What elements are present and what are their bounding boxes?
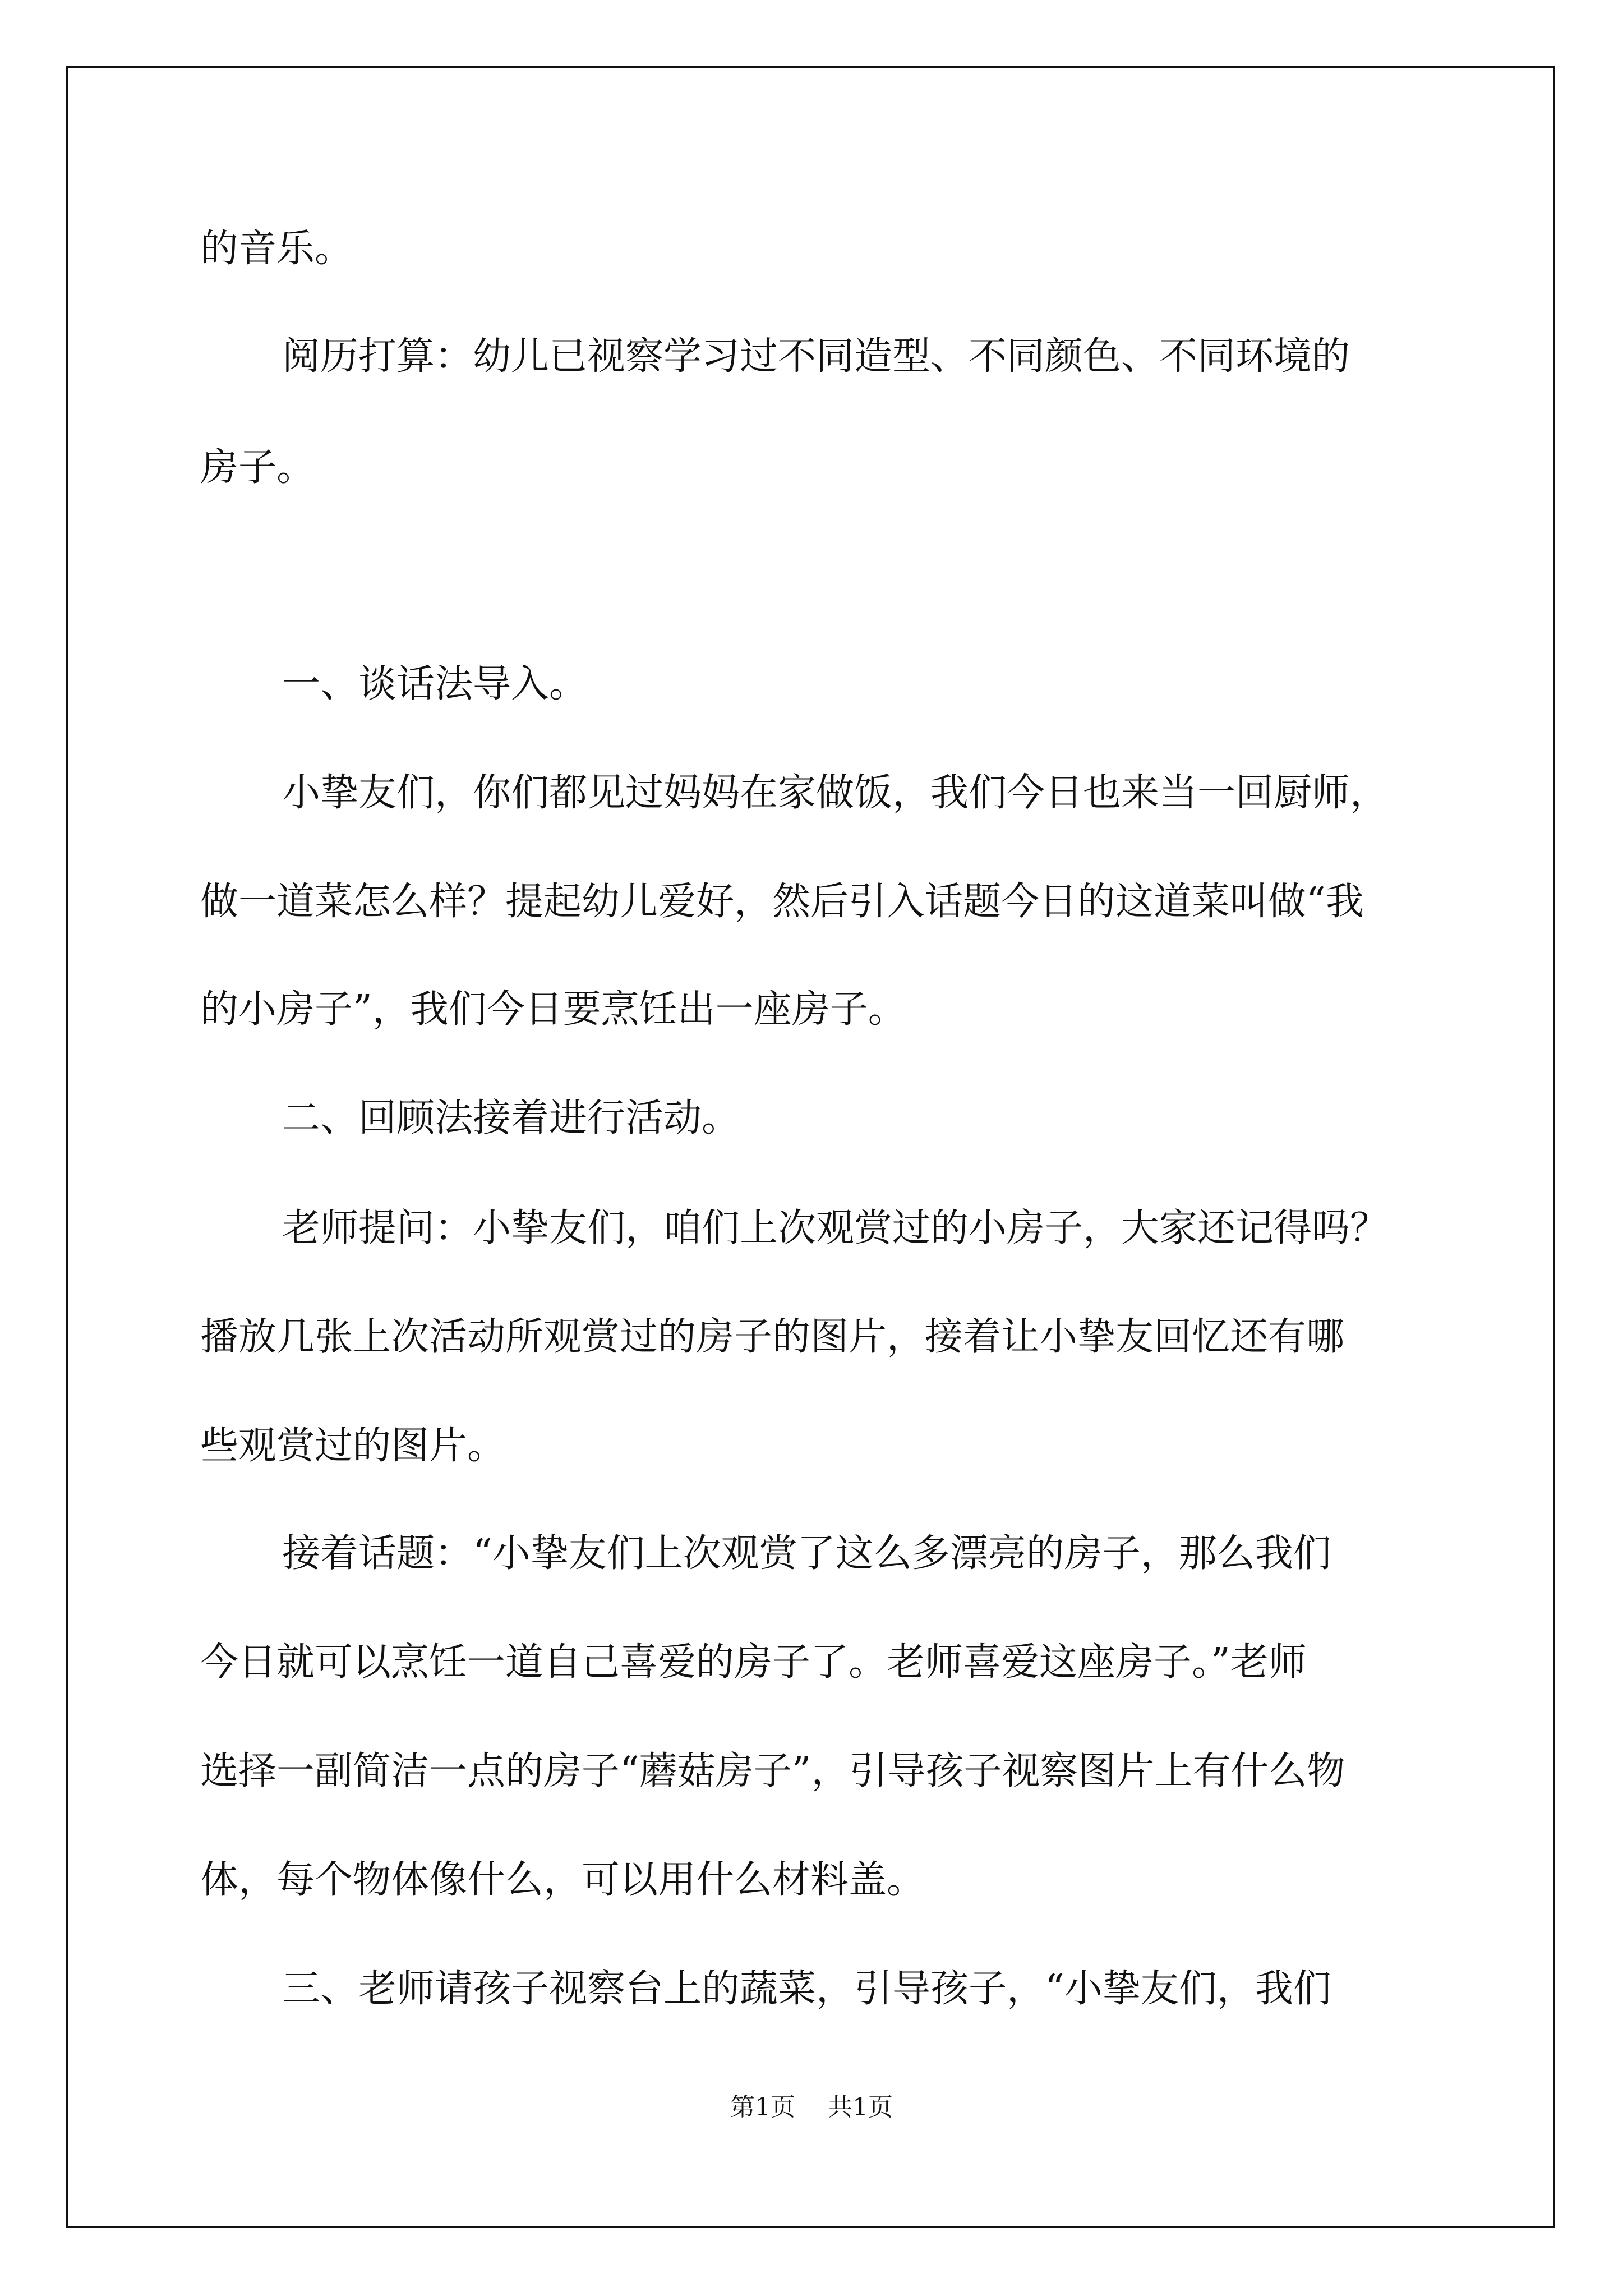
text-line-9: 老师提问：小挚友们，咱们上次观赏过的小房子，大家还记得吗？ <box>282 1206 1389 1250</box>
text-line-14: 选择一副简洁一点的房子“蘑菇房子”，引导孩子视察图片上有什么物 <box>200 1749 1345 1793</box>
text-line-12: 接着话题：“小挚友们上次观赏了这么多漂亮的房子，那么我们 <box>282 1531 1331 1576</box>
text-line-3: 房子。 <box>200 445 315 490</box>
page-footer <box>0 2095 1623 2120</box>
page-total: 共1页 <box>828 2093 893 2122</box>
text-line-10: 播放几张上次活动所观赏过的房子的图片，接着让小挚友回忆还有哪 <box>200 1315 1345 1359</box>
text-line-13: 今日就可以烹饪一道自己喜爱的房子了。老师喜爱这座房子。”老师 <box>200 1640 1307 1685</box>
text-line-2: 阅历打算：幼儿已视察学习过不同造型、不同颜色、不同环境的 <box>282 334 1350 379</box>
text-line-1: 的音乐。 <box>200 227 353 271</box>
text-line-6: 做一道菜怎么样？提起幼儿爱好，然后引入话题今日的这道菜叫做“我 <box>200 880 1364 924</box>
page-number: 第1页 <box>730 2093 795 2122</box>
text-line-5: 小挚友们，你们都见过妈妈在家做饭，我们今日也来当一回厨师， <box>282 771 1389 815</box>
text-line-7: 的小房子”，我们今日要烹饪出一座房子。 <box>200 987 906 1032</box>
text-line-15: 体，每个物体像什么，可以用什么材料盖。 <box>200 1858 925 1902</box>
section-heading-2: 二、回顾法接着进行活动。 <box>282 1096 740 1140</box>
section-heading-1: 一、谈话法导入。 <box>282 662 588 706</box>
page-border <box>66 66 1555 2228</box>
text-line-11: 些观赏过的图片。 <box>200 1424 506 1468</box>
section-heading-3: 三、老师请孩子视察台上的蔬菜，引导孩子，“小挚友们，我们 <box>282 1967 1331 2011</box>
